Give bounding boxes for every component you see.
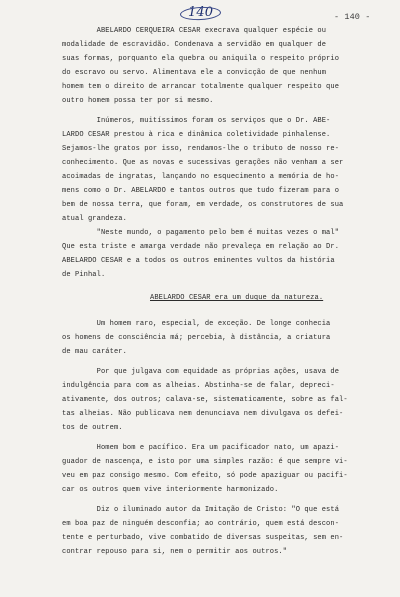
- text-line: atual grandeza.: [62, 215, 127, 223]
- text-line: do escravo ou servo. Alimentava ele a convicção de que nenhum: [62, 69, 327, 77]
- text-line: ABELARDO CERQUEIRA CESAR execrava qualquer espécie ou: [62, 27, 327, 35]
- text-line: ativamente, dos outros; calava-se, sistematicamente, sobre as fal-: [62, 396, 348, 404]
- section-heading: ABELARDO CESAR era um duque da natureza.: [150, 294, 324, 302]
- text-line: os homens de consciência má; percebia, à distância, a criatura: [62, 334, 331, 342]
- text-line: de mau caráter.: [62, 348, 127, 356]
- text-line: guador de nascença, e isto por uma simples razão: é que sempre vi-: [62, 458, 348, 466]
- text-line: Por que julgava com equidade as próprias ações, usava de: [62, 368, 340, 376]
- text-line: conhecimento. Que as novas e sucessivas gerações não venham a ser: [62, 159, 344, 167]
- text-line: Um homem raro, especial, de exceção. De longe conhecia: [62, 320, 331, 328]
- text-line: indulgência para com as alheias. Abstinha-se de falar, depreci-: [62, 382, 335, 390]
- text-line: de Pinhal.: [62, 271, 106, 279]
- text-line: modalidade de escravidão. Condenava a servidão em qualquer de: [62, 41, 327, 49]
- text-line: car os outros quem vive interiormente harmonizado.: [62, 486, 279, 494]
- text-line: tas alheias. Não publicava nem denunciava nem divulgava os defei-: [62, 410, 344, 418]
- text-line: bem de nossa terra, que foram, em verdade, os construtores de sua: [62, 201, 344, 209]
- text-line: tos de outrem.: [62, 424, 123, 432]
- text-line: contrar repouso para si, nem o permitir aos outros.": [62, 548, 288, 556]
- typed-page-number: - 140 -: [334, 12, 371, 22]
- text-line: Inúmeros, muitíssimos foram os serviços que o Dr. ABE-: [62, 117, 331, 125]
- text-line: acoimadas de ingratas, lançando no esquecimento a memória de ho-: [62, 173, 340, 181]
- text-line: Que esta triste e amarga verdade não prevaleça em relação ao Dr.: [62, 243, 340, 251]
- text-line: tente e perturbado, vive combatido de diversas suspeitas, sem en-: [62, 534, 344, 542]
- handwritten-page-number: 140: [184, 5, 217, 20]
- text-line: em boa paz de ninguém desconfia; ao contrário, quem está descon-: [62, 520, 340, 528]
- text-line: LARDO CESAR prestou à rica e dinâmica coletividade pinhalense.: [62, 131, 331, 139]
- text-line: ABELARDO CESAR e a todos os outros eminentes vultos da história: [62, 257, 335, 265]
- text-line: mens como o Dr. ABELARDO e tantos outros que tudo fizeram para o: [62, 187, 340, 195]
- text-line: homem tem o direito de arrancar totalmente qualquer respeito que: [62, 83, 340, 91]
- text-line: "Neste mundo, o pagamento pelo bem é muitas vezes o mal": [62, 229, 340, 237]
- text-line: suas formas, porquanto ela quebra ou aniquila o respeito próprio: [62, 55, 340, 63]
- text-line: Sejamos-lhe gratos por isso, rendamos-lhe o tributo de nosso re-: [62, 145, 340, 153]
- text-line: Homem bom e pacífico. Era um pacificador nato, um apazi-: [62, 444, 340, 452]
- text-line: outro homem possa ter por si mesmo.: [62, 97, 214, 105]
- text-line: veu em paz consigo mesmo. Com efeito, só pode apaziguar ou pacifi-: [62, 472, 348, 480]
- text-line: Diz o iluminado autor da Imitação de Cristo: "O que está: [62, 506, 340, 514]
